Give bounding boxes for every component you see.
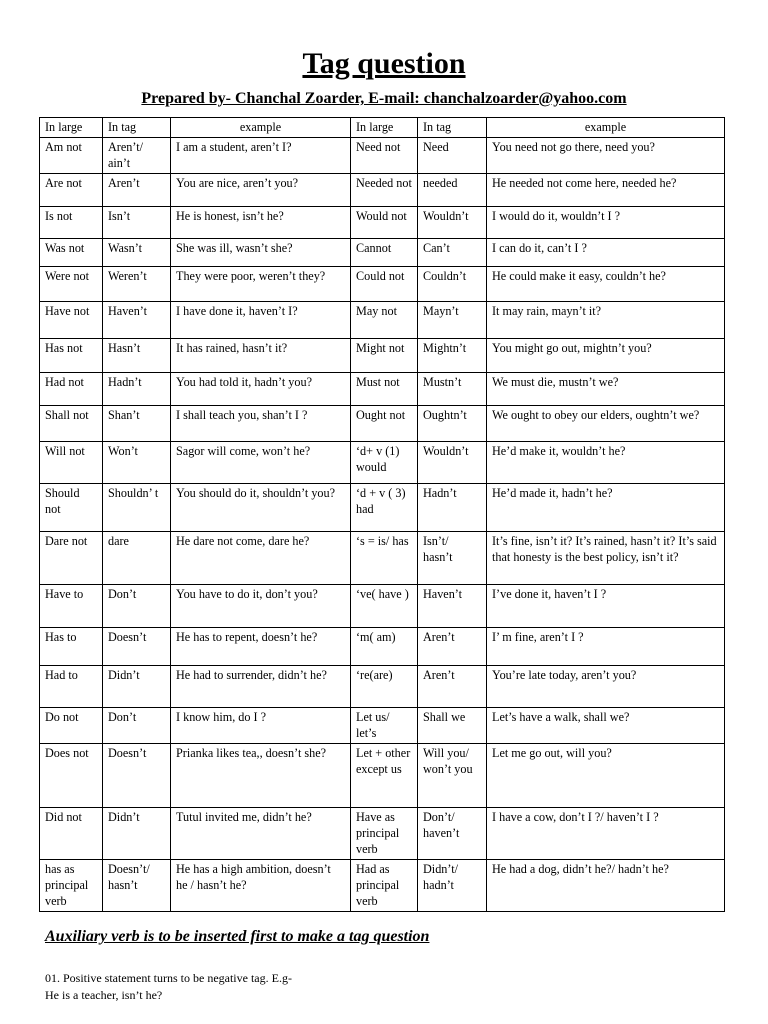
- cell-in-large: Was not: [40, 239, 103, 267]
- cell-example: You had told it, hadn’t you?: [171, 373, 351, 406]
- cell-in-tag-2: Couldn’t: [418, 267, 487, 302]
- cell-in-large: Have not: [40, 302, 103, 339]
- table-header-row: [40, 118, 725, 138]
- table-row: [40, 628, 725, 666]
- cell-example-2: You might go out, mightn’t you?: [487, 339, 725, 373]
- cell-example: They were poor, weren’t they?: [171, 267, 351, 302]
- cell-in-tag-2: Will you/ won’t you: [418, 744, 487, 808]
- cell-example: Sagor will come, won’t he?: [171, 442, 351, 484]
- cell-in-tag: Doesn’t: [103, 628, 171, 666]
- cell-in-tag-2: needed: [418, 174, 487, 207]
- header-example: example: [171, 118, 351, 138]
- author-line: Prepared by- Chanchal Zoarder, E-mail: chanchalzoarder@yahoo.com: [141, 90, 627, 107]
- cell-in-large-2: Could not: [351, 267, 418, 302]
- cell-in-large-2: Must not: [351, 373, 418, 406]
- table-row: [40, 406, 725, 442]
- table-row: [40, 267, 725, 302]
- cell-example: He has a high ambition, doesn’t he / hasn’t he?: [171, 860, 351, 912]
- rule-example-line: He is a teacher, isn’t he?: [45, 988, 163, 1002]
- table-row: [40, 860, 725, 912]
- table-row: [40, 442, 725, 484]
- header-in-large: In large: [40, 118, 103, 138]
- cell-example-2: I have a cow, don’t I ?/ haven’t I ?: [487, 808, 725, 860]
- cell-example: You should do it, shouldn’t you?: [171, 484, 351, 532]
- cell-in-large: Dare not: [40, 532, 103, 585]
- cell-in-large-2: ‘ve( have ): [351, 585, 418, 628]
- table-row: [40, 339, 725, 373]
- cell-in-tag-2: Aren’t: [418, 666, 487, 708]
- cell-in-large: Did not: [40, 808, 103, 860]
- cell-in-tag: Didn’t: [103, 666, 171, 708]
- cell-example-2: You’re late today, aren’t you?: [487, 666, 725, 708]
- table-row: [40, 174, 725, 207]
- rule-line-1: 01. Positive statement turns to be negative tag. E.g-: [45, 971, 292, 985]
- cell-in-large: Had not: [40, 373, 103, 406]
- cell-in-large-2: May not: [351, 302, 418, 339]
- header-in-tag-2: In tag: [418, 118, 487, 138]
- table-row: [40, 302, 725, 339]
- cell-in-tag: Shouldn’ t: [103, 484, 171, 532]
- cell-in-tag: Don’t: [103, 708, 171, 744]
- cell-in-tag: Isn’t: [103, 207, 171, 239]
- cell-in-large-2: Have as principal verb: [351, 808, 418, 860]
- cell-example-2: You need not go there, need you?: [487, 138, 725, 174]
- cell-example: He is honest, isn’t he?: [171, 207, 351, 239]
- cell-in-tag-2: Aren’t: [418, 628, 487, 666]
- cell-in-tag-2: Hadn’t: [418, 484, 487, 532]
- cell-in-large: Will not: [40, 442, 103, 484]
- cell-in-tag: Doesn’t/ hasn’t: [103, 860, 171, 912]
- cell-in-large: Is not: [40, 207, 103, 239]
- cell-in-large-2: Ought not: [351, 406, 418, 442]
- cell-in-large-2: Let + other except us: [351, 744, 418, 808]
- cell-in-large-2: Would not: [351, 207, 418, 239]
- cell-in-tag-2: Mightn’t: [418, 339, 487, 373]
- cell-in-tag-2: Need: [418, 138, 487, 174]
- table-row: [40, 585, 725, 628]
- cell-in-tag-2: Shall we: [418, 708, 487, 744]
- cell-in-tag-2: Wouldn’t: [418, 207, 487, 239]
- cell-example-2: He’d make it, wouldn’t he?: [487, 442, 725, 484]
- page-title: Tag question: [302, 47, 466, 80]
- cell-in-tag: Hasn’t: [103, 339, 171, 373]
- table-row: [40, 207, 725, 239]
- cell-in-tag-2: Can’t: [418, 239, 487, 267]
- cell-in-tag-2: Don’t/ haven’t: [418, 808, 487, 860]
- cell-in-large-2: ‘d + v ( 3) had: [351, 484, 418, 532]
- cell-in-tag: Didn’t: [103, 808, 171, 860]
- cell-example-2: I can do it, can’t I ?: [487, 239, 725, 267]
- cell-in-large-2: ‘s = is/ has: [351, 532, 418, 585]
- cell-example-2: I’ m fine, aren’t I ?: [487, 628, 725, 666]
- cell-in-tag: Aren’t/ ain’t: [103, 138, 171, 174]
- table-row: [40, 532, 725, 585]
- cell-in-tag: Wasn’t: [103, 239, 171, 267]
- cell-example: Tutul invited me, didn’t he?: [171, 808, 351, 860]
- cell-in-large-2: Need not: [351, 138, 418, 174]
- cell-example: You have to do it, don’t you?: [171, 585, 351, 628]
- cell-in-large: Have to: [40, 585, 103, 628]
- header-in-tag: In tag: [103, 118, 171, 138]
- cell-in-tag: Doesn’t: [103, 744, 171, 808]
- cell-in-large: has as principal verb: [40, 860, 103, 912]
- table-row: [40, 484, 725, 532]
- cell-in-tag-2: Isn’t/ hasn’t: [418, 532, 487, 585]
- cell-example-2: Let’s have a walk, shall we?: [487, 708, 725, 744]
- table-row: [40, 744, 725, 808]
- cell-in-tag: Aren’t: [103, 174, 171, 207]
- cell-in-large-2: ‘d+ v (1) would: [351, 442, 418, 484]
- cell-example: He had to surrender, didn’t he?: [171, 666, 351, 708]
- cell-in-tag: dare: [103, 532, 171, 585]
- cell-example-2: It may rain, mayn’t it?: [487, 302, 725, 339]
- cell-in-large: Do not: [40, 708, 103, 744]
- cell-in-tag-2: Mayn’t: [418, 302, 487, 339]
- table-row: [40, 239, 725, 267]
- cell-example: You are nice, aren’t you?: [171, 174, 351, 207]
- cell-example: I am a student, aren’t I?: [171, 138, 351, 174]
- cell-in-tag-2: Oughtn’t: [418, 406, 487, 442]
- table-row: [40, 708, 725, 744]
- cell-example-2: He needed not come here, needed he?: [487, 174, 725, 207]
- cell-example-2: He’d made it, hadn’t he?: [487, 484, 725, 532]
- cell-example: I know him, do I ?: [171, 708, 351, 744]
- cell-in-large-2: Let us/ let’s: [351, 708, 418, 744]
- cell-example: It has rained, hasn’t it?: [171, 339, 351, 373]
- cell-example-2: Let me go out, will you?: [487, 744, 725, 808]
- cell-example-2: I would do it, wouldn’t I ?: [487, 207, 725, 239]
- cell-example: He has to repent, doesn’t he?: [171, 628, 351, 666]
- cell-in-large-2: Cannot: [351, 239, 418, 267]
- cell-in-large-2: Had as principal verb: [351, 860, 418, 912]
- header-example-2: example: [487, 118, 725, 138]
- cell-in-tag: Don’t: [103, 585, 171, 628]
- cell-in-large-2: ‘re(are): [351, 666, 418, 708]
- cell-in-large: Am not: [40, 138, 103, 174]
- cell-in-large: Were not: [40, 267, 103, 302]
- cell-example-2: It’s fine, isn’t it? It’s rained, hasn’t it? It’s said that honesty is the best policy, isn’t it?: [487, 532, 725, 585]
- cell-in-tag-2: Wouldn’t: [418, 442, 487, 484]
- table-row: [40, 808, 725, 860]
- header-in-large-2: In large: [351, 118, 418, 138]
- cell-example-2: We must die, mustn’t we?: [487, 373, 725, 406]
- cell-in-large: Had to: [40, 666, 103, 708]
- cell-example: He dare not come, dare he?: [171, 532, 351, 585]
- table-row: [40, 138, 725, 174]
- cell-in-large-2: ‘m( am): [351, 628, 418, 666]
- cell-in-tag-2: Didn’t/ hadn’t: [418, 860, 487, 912]
- table-row: [40, 666, 725, 708]
- cell-in-tag: Won’t: [103, 442, 171, 484]
- table-row: [40, 373, 725, 406]
- tag-question-table: [39, 117, 725, 912]
- cell-in-tag-2: Mustn’t: [418, 373, 487, 406]
- cell-example: I have done it, haven’t I?: [171, 302, 351, 339]
- cell-in-large: Are not: [40, 174, 103, 207]
- cell-example-2: He had a dog, didn’t he?/ hadn’t he?: [487, 860, 725, 912]
- cell-in-large: Has to: [40, 628, 103, 666]
- cell-in-large: Should not: [40, 484, 103, 532]
- cell-in-tag: Hadn’t: [103, 373, 171, 406]
- cell-in-tag: Weren’t: [103, 267, 171, 302]
- cell-in-large-2: Needed not: [351, 174, 418, 207]
- cell-example-2: We ought to obey our elders, oughtn’t we?: [487, 406, 725, 442]
- cell-in-large-2: Might not: [351, 339, 418, 373]
- cell-in-tag-2: Haven’t: [418, 585, 487, 628]
- cell-in-large: Shall not: [40, 406, 103, 442]
- cell-example-2: I’ve done it, haven’t I ?: [487, 585, 725, 628]
- cell-in-large: Has not: [40, 339, 103, 373]
- cell-example-2: He could make it easy, couldn’t he?: [487, 267, 725, 302]
- cell-in-large: Does not: [40, 744, 103, 808]
- cell-example: She was ill, wasn’t she?: [171, 239, 351, 267]
- cell-example: I shall teach you, shan’t I ?: [171, 406, 351, 442]
- cell-in-tag: Shan’t: [103, 406, 171, 442]
- cell-in-tag: Haven’t: [103, 302, 171, 339]
- cell-example: Prianka likes tea,, doesn’t she?: [171, 744, 351, 808]
- section-heading: Auxiliary verb is to be inserted first to make a tag question: [45, 928, 430, 945]
